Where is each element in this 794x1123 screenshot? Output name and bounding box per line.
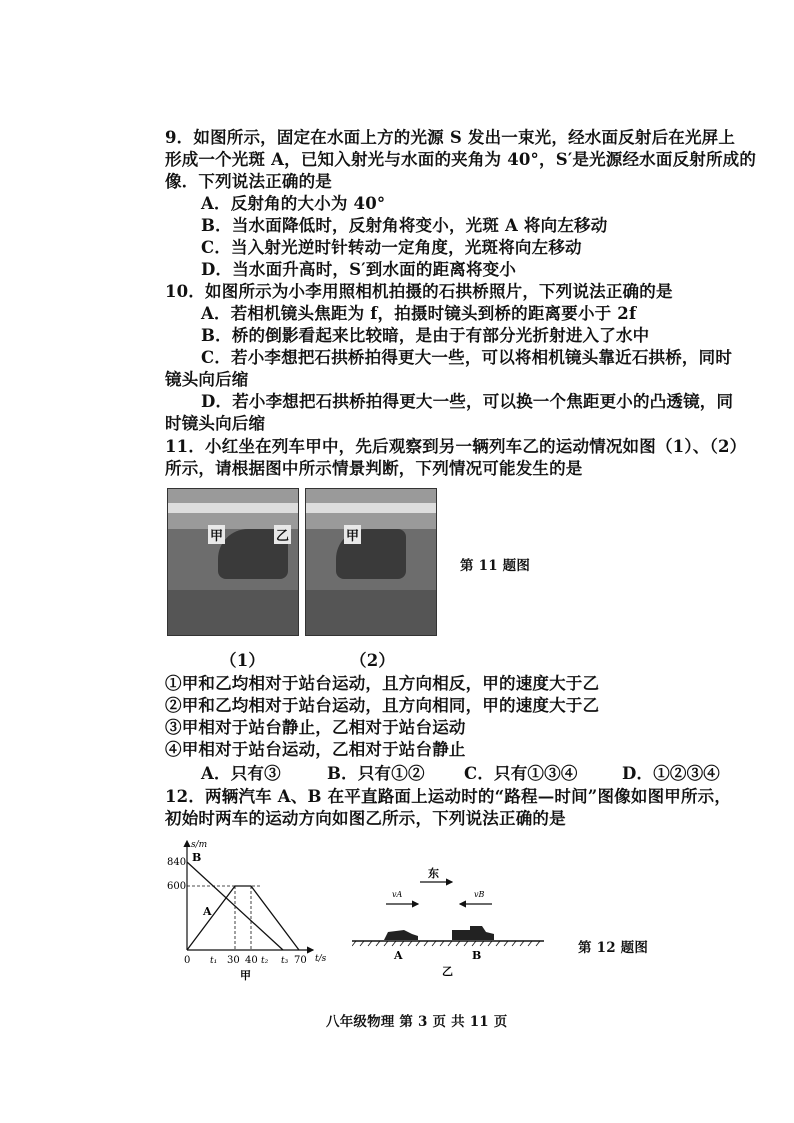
q9-line-2: 形成一个光斑 A，已知入射光与水面的夹角为 40°，S′是光源经水面反射所成的 [165,150,757,169]
q10-option-d-cont: 时镜头向后缩 [165,414,266,433]
x-tick-30: 30 [227,955,240,966]
q11-line-1: 11．小红坐在列车甲中，先后观察到另一辆列车乙的运动情况如图（1）、（2） [165,437,747,456]
x-tick-0: 0 [184,955,191,966]
q9-option-b: B．当水面降低时，反射角将变小，光斑 A 将向左移动 [201,216,608,235]
q10-option-a: A．若相机镜头焦距为 f，拍摄时镜头到桥的距离要小于 2f [201,304,637,323]
ground-hatch [352,941,540,946]
photo2-label-jia: 甲 [344,525,361,544]
x-tick-40: 40 [245,955,258,966]
series-a-label: A [203,905,212,918]
q10-option-b: B．桥的倒影看起来比较暗，是由于有部分光折射进入了水中 [201,326,650,345]
q11-choice-c: C．只有①③④ [464,764,578,783]
q11-choice-d: D．①②③④ [622,764,721,783]
x-tick-t2: t₂ [261,956,269,966]
graph-caption: 甲 [240,969,251,982]
q12-graph-jia [165,835,335,985]
car-a-label: A [394,949,403,962]
photo1-label-yi: 乙 [274,525,291,544]
q12-figure-caption: 第 12 题图 [578,940,649,956]
q12-line-1: 12．两辆汽车 A、B 在平直路面上运动时的“路程—时间”图像如图甲所示， [165,787,732,806]
q9-option-d: D．当水面升高时，S′到水面的距离将变小 [201,260,517,279]
x-tick-t3: t₃ [281,956,289,966]
photo1-label-jia: 甲 [208,525,225,544]
q11-statement-1: ①甲和乙均相对于站台运动，且方向相反，甲的速度大于乙 [165,674,600,693]
q11-statement-2: ②甲和乙均相对于站台运动，且方向相同，甲的速度大于乙 [165,696,600,715]
q9-option-c: C．当入射光逆时针转动一定角度，光斑将向左移动 [201,238,582,257]
series-b-label: B [192,851,202,864]
q9-option-a: A．反射角的大小为 40° [201,194,386,213]
page-footer: 八年级物理 第 3 页 共 11 页 [326,1014,508,1030]
q11-line-2: 所示，请根据图中所示情景判断，下列情况可能发生的是 [165,459,583,478]
q11-statement-3: ③甲相对于站台静止，乙相对于站台运动 [165,718,466,737]
q11-choice-b: B．只有①② [327,764,425,783]
scene-caption: 乙 [442,965,453,978]
y-tick-600: 600 [167,881,187,892]
q12-scene-yi [352,860,552,980]
q11-photo-2 [305,488,437,636]
q9-line-1: 9．如图所示，固定在水面上方的光源 S 发出一束光，经水面反射后在光屏上 [165,128,736,147]
q10-line-1: 10．如图所示为小李用照相机拍摄的石拱桥照片，下列说法正确的是 [165,282,673,301]
car-a-icon [384,930,418,940]
q11-photo-1 [167,488,299,636]
vb-label: vB [474,890,485,899]
y-tick-840: 840 [167,857,187,868]
y-axis-label: s/m [191,840,208,850]
va-label: vA [392,890,403,899]
car-b-label: B [472,949,482,962]
car-b-icon [452,926,494,940]
q10-option-d: D．若小李想把石拱桥拍得更大一些，可以换一个焦距更小的凸透镜，同 [201,392,734,411]
q11-statement-4: ④甲相对于站台运动，乙相对于站台静止 [165,740,466,759]
x-tick-t1: t₁ [210,956,218,966]
photo2-caption: （2） [350,651,396,670]
q11-choice-a: A．只有③ [201,764,281,783]
q10-option-c: C．若小李想把石拱桥拍得更大一些，可以将相机镜头靠近石拱桥，同时 [201,348,733,367]
q9-line-3: 像．下列说法正确的是 [165,172,332,191]
photo1-caption: （1） [220,651,266,670]
q11-figure-caption: 第 11 题图 [460,558,531,574]
q10-option-c-cont: 镜头向后缩 [165,370,249,389]
x-axis-label: t/s [315,954,327,964]
series-a-line [187,886,299,950]
q12-line-2: 初始时两车的运动方向如图乙所示，下列说法正确的是 [165,809,566,828]
east-label: 东 [428,867,439,880]
x-tick-70: 70 [294,955,307,966]
